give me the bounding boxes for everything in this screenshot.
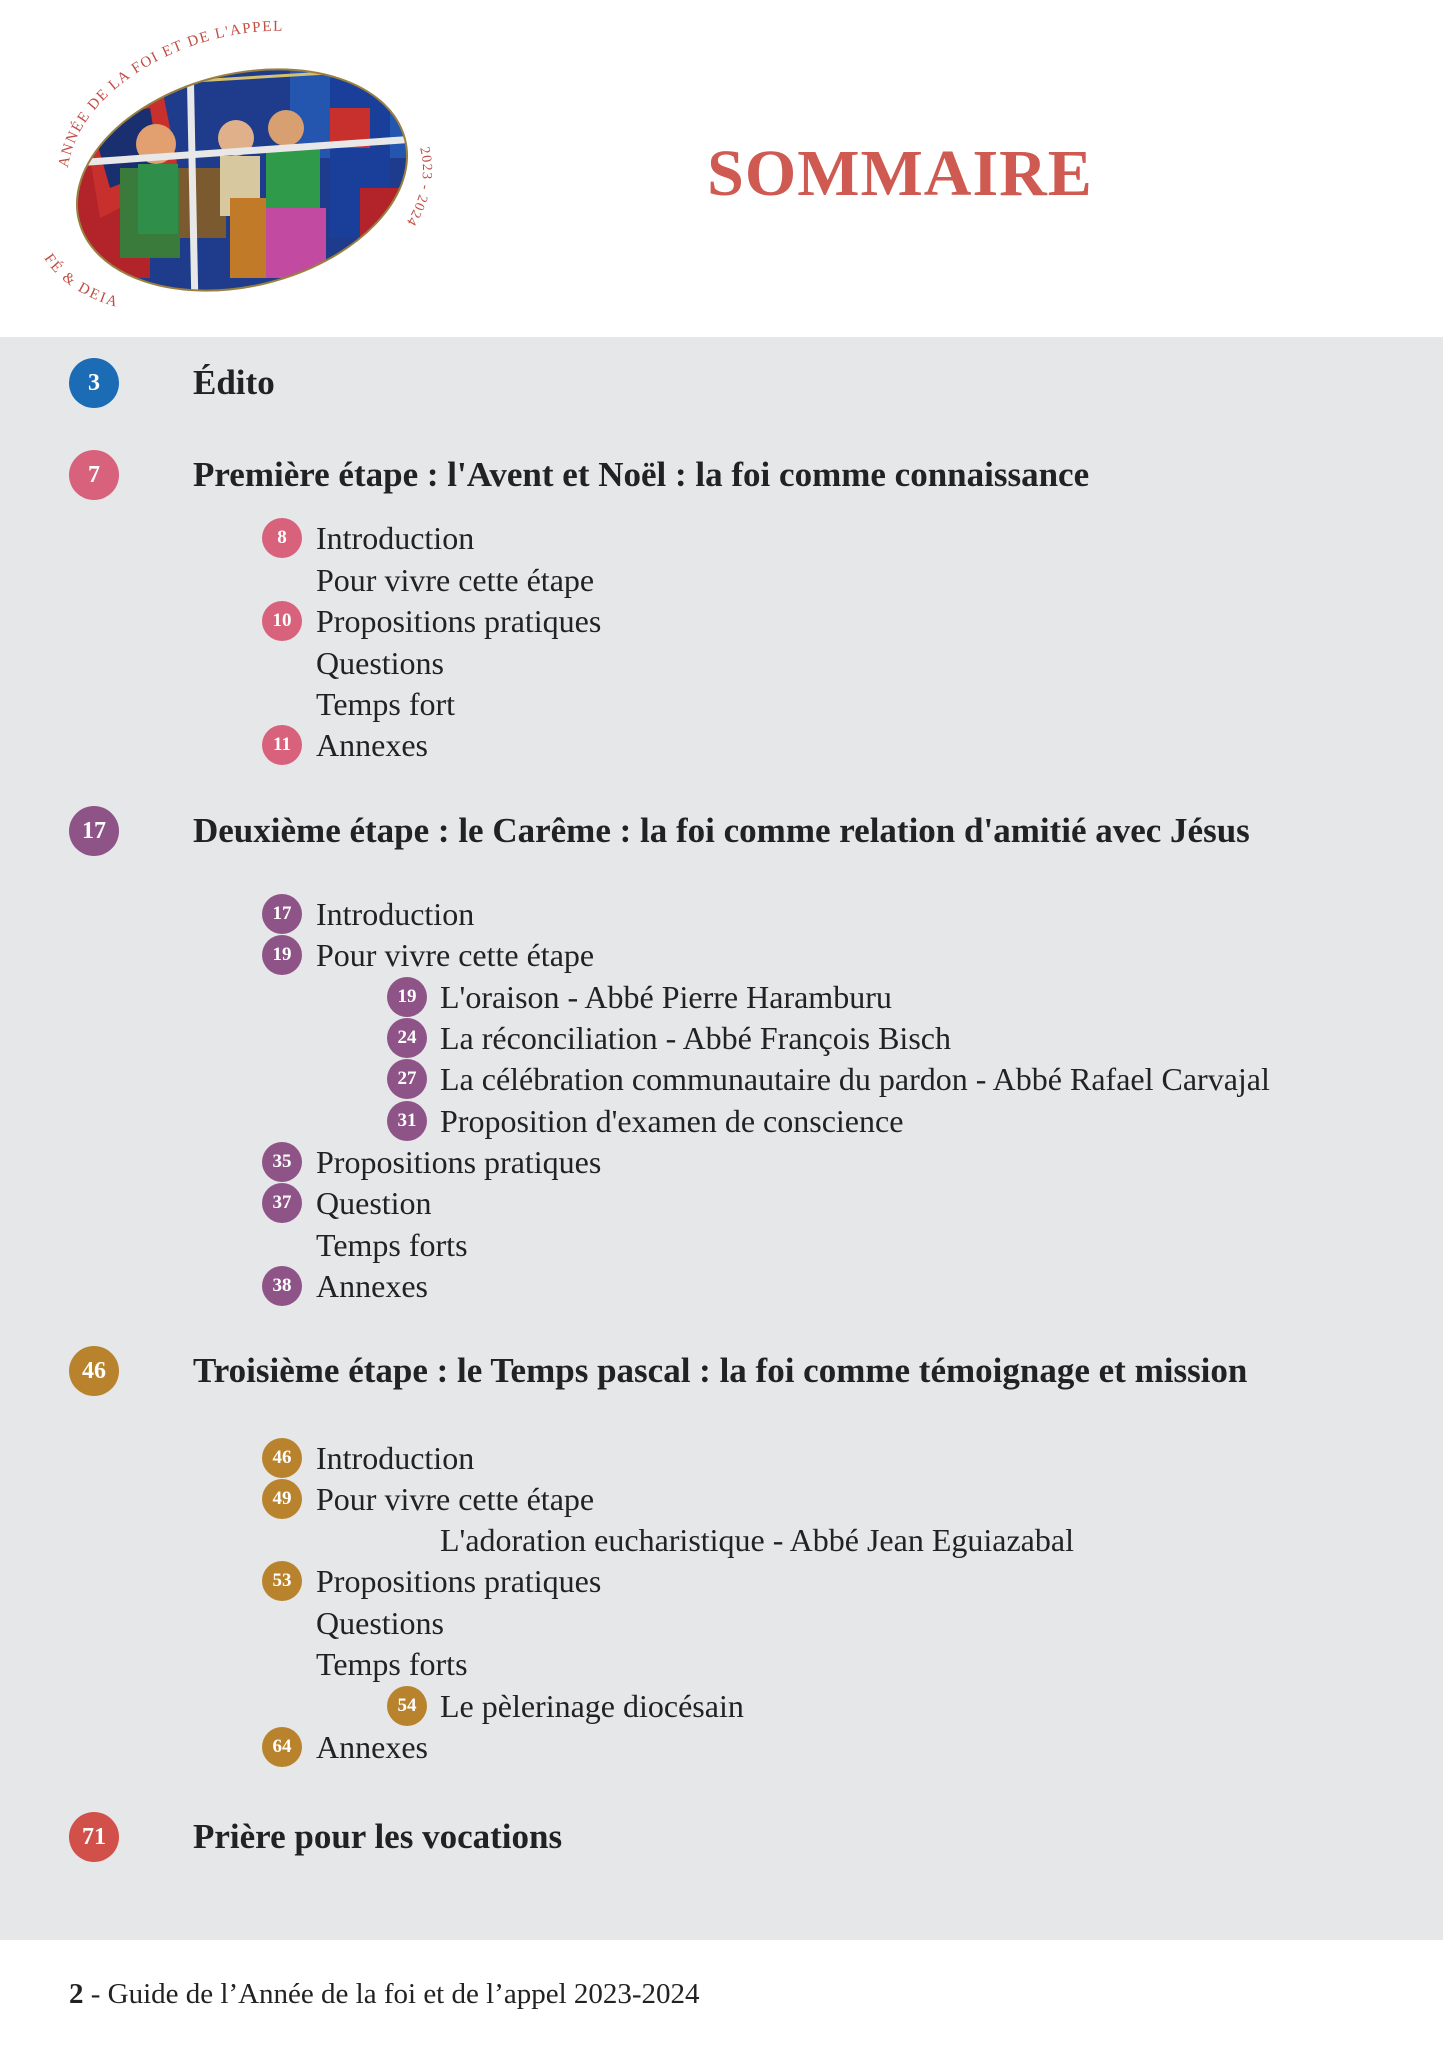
page-number-badge: 53 — [262, 1561, 302, 1601]
page-header — [0, 0, 1443, 337]
logo-arc-right-text: 2023 - 2024 — [402, 145, 435, 229]
page-number-badge: 19 — [262, 935, 302, 975]
toc-entry[interactable] — [0, 515, 1443, 561]
toc-section[interactable] — [0, 1348, 1443, 1394]
page-number-badge: 17 — [69, 806, 119, 856]
page-number-badge: 3 — [69, 358, 119, 408]
toc-entry[interactable] — [0, 681, 1443, 727]
page-number-badge: 46 — [262, 1438, 302, 1478]
page-number-badge: 19 — [387, 977, 427, 1017]
toc-section-title: Deuxième étape : le Carême : la foi comme relation d'amitié avec Jésus — [193, 811, 1250, 850]
toc-entry-label: Introduction — [316, 520, 475, 556]
toc-entry[interactable] — [0, 1641, 1443, 1687]
toc-entry-label: Propositions pratiques — [316, 603, 602, 639]
toc-section[interactable] — [0, 452, 1443, 498]
stained-glass-image — [30, 18, 450, 328]
page-number-badge: 54 — [387, 1686, 427, 1726]
page-number-badge: 64 — [262, 1727, 302, 1767]
page-number-badge: 24 — [387, 1018, 427, 1058]
toc-entry[interactable] — [0, 1724, 1443, 1770]
toc-entry-label: Propositions pratiques — [316, 1144, 602, 1180]
toc-entry-label: La célébration communautaire du pardon - Abbé Rafael Carvajal — [440, 1061, 1270, 1097]
page-number-badge: 38 — [262, 1266, 302, 1306]
toc-section-title: Édito — [193, 363, 275, 402]
toc-section[interactable] — [0, 808, 1443, 854]
page-number-badge: 46 — [69, 1346, 119, 1396]
toc-entry-label: Questions — [316, 1605, 444, 1641]
toc-entry-label: La réconciliation - Abbé François Bisch — [440, 1020, 951, 1056]
toc-entry-label: Introduction — [316, 896, 475, 932]
toc-entry[interactable] — [0, 1180, 1443, 1226]
toc-entry[interactable] — [0, 891, 1443, 937]
toc-entry-label: Pour vivre cette étape — [316, 937, 595, 973]
stained-glass-logo — [30, 18, 450, 328]
toc-entry-label: Pour vivre cette étape — [316, 562, 595, 598]
toc-section[interactable] — [0, 1814, 1443, 1860]
toc-entry[interactable] — [0, 640, 1443, 686]
page-number-badge: 37 — [262, 1183, 302, 1223]
toc-section-title: Troisième étape : le Temps pascal : la foi comme témoignage et mission — [193, 1351, 1248, 1390]
toc-entry-label: Annexes — [316, 727, 428, 763]
toc-entry-label: L'adoration eucharistique - Abbé Jean Eguiazabal — [440, 1522, 1074, 1558]
page-number-badge: 35 — [262, 1142, 302, 1182]
toc-entry-label: Temps forts — [316, 1227, 468, 1263]
toc-entry[interactable] — [0, 1683, 1443, 1729]
page-number-badge: 10 — [262, 601, 302, 641]
toc-entry-label: Introduction — [316, 1440, 475, 1476]
toc-entry-label: Question — [316, 1185, 432, 1221]
toc-entry[interactable] — [0, 1517, 1443, 1563]
toc-entry-label: Questions — [316, 645, 444, 681]
toc-entry[interactable] — [0, 1476, 1443, 1522]
toc-entry[interactable] — [0, 974, 1443, 1020]
toc-entry-label: Temps forts — [316, 1646, 468, 1682]
toc-entry[interactable] — [0, 722, 1443, 768]
toc-entry[interactable] — [0, 598, 1443, 644]
table-of-contents — [0, 337, 1443, 1940]
logo-arc-top-text: ANNÉE DE LA FOI ET DE L'APPEL — [55, 18, 284, 169]
toc-entry[interactable] — [0, 1435, 1443, 1481]
toc-entry-label: Pour vivre cette étape — [316, 1481, 595, 1517]
toc-entry-label: Temps fort — [316, 686, 456, 722]
page-number-badge: 71 — [69, 1812, 119, 1862]
toc-entry[interactable] — [0, 1558, 1443, 1604]
toc-entry-label: Le pèlerinage diocésain — [440, 1688, 744, 1724]
page-title: SOMMAIRE — [707, 137, 1093, 210]
page-number-badge: 7 — [69, 450, 119, 500]
toc-entry-label: Proposition d'examen de conscience — [440, 1103, 904, 1139]
page-number-badge: 27 — [387, 1059, 427, 1099]
page-number-badge: 11 — [262, 725, 302, 765]
page-number-badge: 49 — [262, 1479, 302, 1519]
toc-entry[interactable] — [0, 1056, 1443, 1102]
toc-entry-label: Annexes — [316, 1268, 428, 1304]
toc-section-title: Prière pour les vocations — [193, 1817, 563, 1856]
page-number-badge: 8 — [262, 518, 302, 558]
toc-section[interactable] — [0, 360, 1443, 406]
toc-entry[interactable] — [0, 1015, 1443, 1061]
page-number-badge: 31 — [387, 1101, 427, 1141]
logo-arc-bottom-text: FÉ & DEIA — [40, 251, 122, 312]
toc-entry[interactable] — [0, 1263, 1443, 1309]
footer-page-number: 2 — [69, 1978, 84, 2010]
toc-section-title: Première étape : l'Avent et Noël : la foi comme connaissance — [193, 455, 1090, 494]
toc-entry-label: L'oraison - Abbé Pierre Haramburu — [440, 979, 892, 1015]
page-number-badge: 17 — [262, 894, 302, 934]
page-footer — [69, 1978, 700, 2011]
toc-entry[interactable] — [0, 1222, 1443, 1268]
toc-entry[interactable] — [0, 1139, 1443, 1185]
footer-text: - Guide de l’Année de la foi et de l’appel 2023-2024 — [83, 1978, 700, 2010]
toc-entry-label: Propositions pratiques — [316, 1563, 602, 1599]
toc-entry-label: Annexes — [316, 1729, 428, 1765]
toc-entry[interactable] — [0, 557, 1443, 603]
toc-entry[interactable] — [0, 1600, 1443, 1646]
toc-entry[interactable] — [0, 1098, 1443, 1144]
toc-entry[interactable] — [0, 932, 1443, 978]
